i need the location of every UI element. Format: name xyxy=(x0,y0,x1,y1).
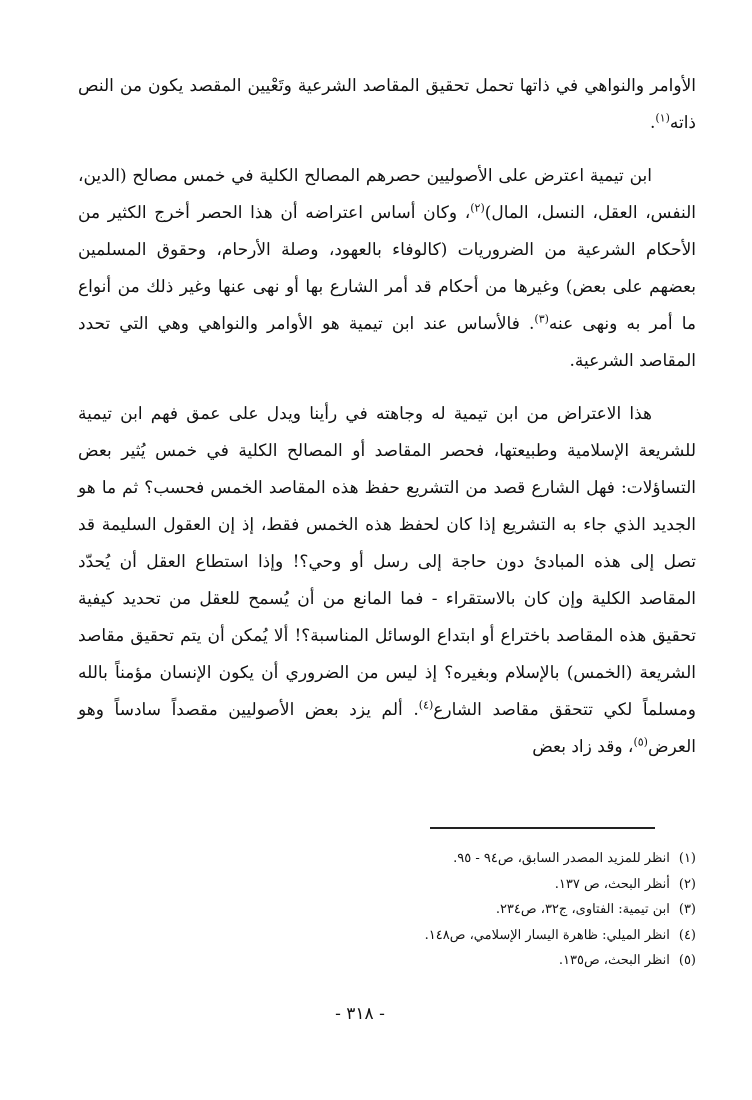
footnote-text: ابن تيمية: الفتاوى، ج٣٢، ص٢٣٤. xyxy=(495,902,670,917)
footnote-3 xyxy=(78,897,696,923)
footnote-separator xyxy=(430,827,655,829)
paragraph-2-text-b: ، وكان أساس اعتراضه أن هذا الحصر أخرج الكثير من الأحكام الشرعية من الضروريات (كالوفاء بالعهود، وصلة الأرحام، وحقوق المسلمين بعضهم على بعض) وغيرها من أحكام قد أمر الشارع بها أو نهى عنها وغير ذلك من أنواع ما أمر به ونهى عنه xyxy=(78,203,697,334)
footnote-ref-4[interactable]: (٤) xyxy=(418,698,434,712)
paragraph-3-text-a: هذا الاعتراض من ابن تيمية له وجاهته في رأينا ويدل على عمق فهم ابن تيمية للشريعة الإسلامية وطبيعتها، فحصر المقاصد أو المصالح الكلية في خمس يُثير بعض التساؤلات: فهل الشارع قصد من التشريع حفظ هذه المقاصد الخمس فحسب؟ ثم ما هو الجديد الذي جاء به التشريع إذا كان لحفظ هذه الخمس فقط، إذ إن العقول السليمة قد تصل إلى هذه المبادئ دون حاجة إلى رسل أو وحي؟! وإذا استطاع العقل أن يُحدّد المقاصد الكلية وإن كان بالاستقراء - فما المانع من أن يُسمح للعقل من تحديد كيفية تحقيق هذه المقاصد باختراع أو ابتداع الوسائل المناسبة؟! ألا يُمكن أن يتم تحقيق مقاصد الشريعة (الخمس) بالإسلام وبغيره؟ إذ ليس من الضروري أن يكون الإنسان مؤمناً بالله ومسلماً لكي تتحقق مقاصد الشارع xyxy=(78,404,696,720)
footnote-text: انظر البحث، ص١٣٥. xyxy=(558,953,670,968)
footnotes-list xyxy=(78,846,696,974)
paragraph-2-text-c: . فالأساس عند ابن تيمية هو الأوامر والنواهي وهي التي تحدد المقاصد الشرعية. xyxy=(78,314,696,371)
footnote-ref-2[interactable]: (٢) xyxy=(470,201,485,215)
footnote-text: أنظر البحث، ص ١٣٧. xyxy=(554,876,670,892)
paragraph-1-text: الأوامر والنواهي في ذاتها تحمل تحقيق المقاصد الشرعية وتَعْيين المقصد يكون من النص ذاته xyxy=(78,76,696,133)
paragraph-3-text-b: . ألم يزد بعض الأصوليين مقصداً سادساً وهو العرض xyxy=(78,700,696,757)
footnote-number: (٣) xyxy=(678,902,696,917)
paragraph-3-text-c: ، وقد زاد بعض xyxy=(532,737,634,757)
footnote-text: انظر للمزيد المصدر السابق، ص٩٤ - ٩٥. xyxy=(453,851,670,866)
footnote-number: (٢) xyxy=(678,876,696,892)
paragraph-2 xyxy=(78,158,696,380)
footnote-ref-1[interactable]: (١) xyxy=(655,111,670,125)
page-number: - ٣١٨ - xyxy=(335,1004,385,1024)
footnote-ref-5[interactable]: (٥) xyxy=(633,735,648,749)
footnote-1 xyxy=(78,846,696,872)
footnote-ref-3[interactable]: (٣) xyxy=(534,312,549,326)
paragraph-1 xyxy=(78,68,696,142)
footnote-4 xyxy=(78,923,696,949)
paragraph-1-tail: . xyxy=(649,113,656,133)
page-body xyxy=(78,68,696,782)
footnote-5 xyxy=(78,948,696,974)
footnote-text: انظر الميلي: ظاهرة اليسار الإسلامي، ص١٤٨. xyxy=(424,927,670,943)
footnote-2 xyxy=(78,872,696,898)
paragraph-2-text-a: ابن تيمية اعترض على الأصوليين حصرهم المصالح الكلية في خمس مصالح (الدين، النفس، العقل، النسل، المال) xyxy=(78,166,696,223)
footnote-number: (٤) xyxy=(678,927,696,943)
footnote-number: (٥) xyxy=(678,953,696,968)
footnote-number: (١) xyxy=(678,851,696,866)
paragraph-3 xyxy=(78,396,696,766)
